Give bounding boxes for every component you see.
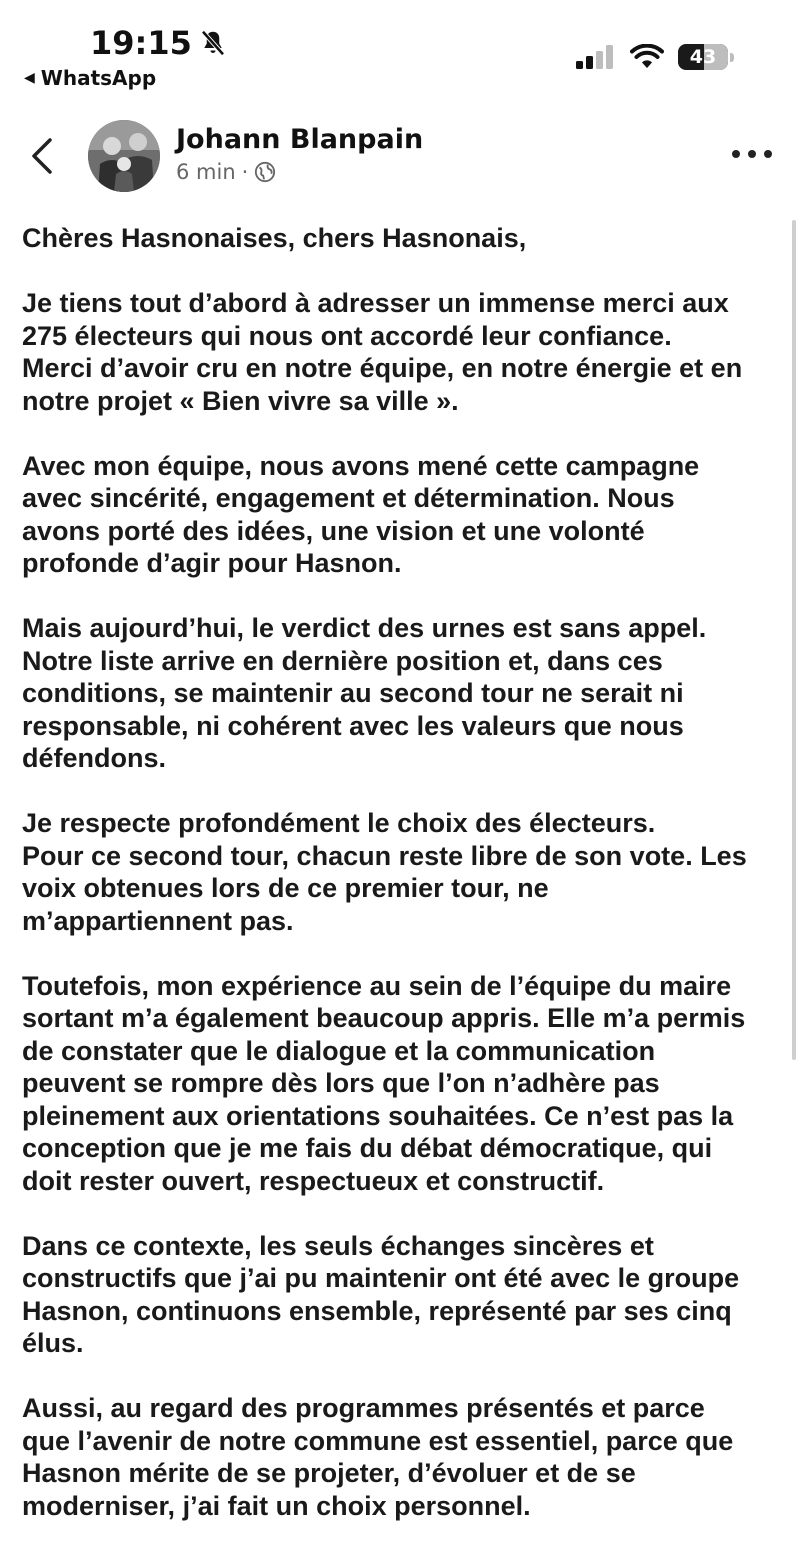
author-name[interactable]: Johann Blanpain <box>176 124 424 155</box>
post-paragraph: Je respecte profondément le choix des électeurs. Pour ce second tour, chacun reste libre de son vote. Les voix obtenues lors de ce premier tour, ne m’appartiennent pas. <box>22 808 747 936</box>
status-time <box>90 24 228 62</box>
avatar[interactable] <box>88 120 160 192</box>
post-paragraph: Avec mon équipe, nous avons mené cette campagne avec sincérité, engagement et détermination. Nous avons porté des idées, une vision et une volonté profonde d’agir pour Hasnon. <box>22 450 700 578</box>
post-meta <box>176 160 276 184</box>
back-triangle-icon: ◀ <box>24 70 35 86</box>
meta-separator: · <box>241 160 249 184</box>
back-app-label: WhatsApp <box>40 66 157 90</box>
back-to-whatsapp[interactable] <box>24 66 156 90</box>
battery-icon <box>678 44 728 70</box>
more-options-button[interactable] <box>732 144 772 164</box>
battery-level: 43 <box>689 46 717 68</box>
post-paragraph: Aussi, au regard des programmes présentés et parce que l’avenir de notre commune est essentiel, parce que Hasnon mérite de se projeter, d’évoluer et de se moderniser, j’ai fait un choix personnel. <box>22 1393 734 1521</box>
dot-icon <box>748 150 756 158</box>
wifi-icon <box>630 44 664 70</box>
post-paragraph: Chères Hasnonaises, chers Hasnonais, <box>22 223 527 253</box>
globe-icon <box>254 161 276 183</box>
battery-cap <box>730 53 734 62</box>
post-time[interactable]: 6 min <box>176 160 236 184</box>
post-paragraph: Toutefois, mon expérience au sein de l’équipe du maire sortant m’a également beaucoup appris. Elle m’a permis de constater que le dialogue et la communication peuvent se rompre dès lors que l’on n’adhère pas pleinement aux orientations souhaitées. Ce n’est pas la conception que je me fais du débat démocratique, qui doit rester ouvert, respectueux et constructif. <box>22 970 746 1196</box>
scrollbar[interactable] <box>792 220 796 1060</box>
status-time-text: 19:15 <box>90 24 192 62</box>
post-paragraph: Mais aujourd’hui, le verdict des urnes est sans appel. Notre liste arrive en dernière position et, dans ces conditions, se maintenir au second tour ne serait ni responsable, ni cohérent avec les valeurs que nous défendons. <box>22 613 707 773</box>
dot-icon <box>732 150 740 158</box>
cellular-signal-icon <box>576 45 616 69</box>
post-header <box>0 118 800 198</box>
chevron-left-icon[interactable] <box>28 136 56 176</box>
post-body <box>22 222 778 1541</box>
post-paragraph: Je tiens tout d’abord à adresser un immense merci aux 275 électeurs qui nous ont accordé leur confiance. Merci d’avoir cru en notre équipe, en notre énergie et en notre projet « Bien vivre sa ville ». <box>22 288 743 416</box>
status-indicators <box>576 44 728 70</box>
avatar-photo <box>88 120 160 192</box>
post-paragraph: Dans ce contexte, les seuls échanges sincères et constructifs que j’ai pu maintenir ont été avec le groupe Hasnon, continuons ensemble, représenté par ses cinq élus. <box>22 1230 740 1358</box>
bell-slash-icon <box>198 28 228 58</box>
dot-icon <box>764 150 772 158</box>
